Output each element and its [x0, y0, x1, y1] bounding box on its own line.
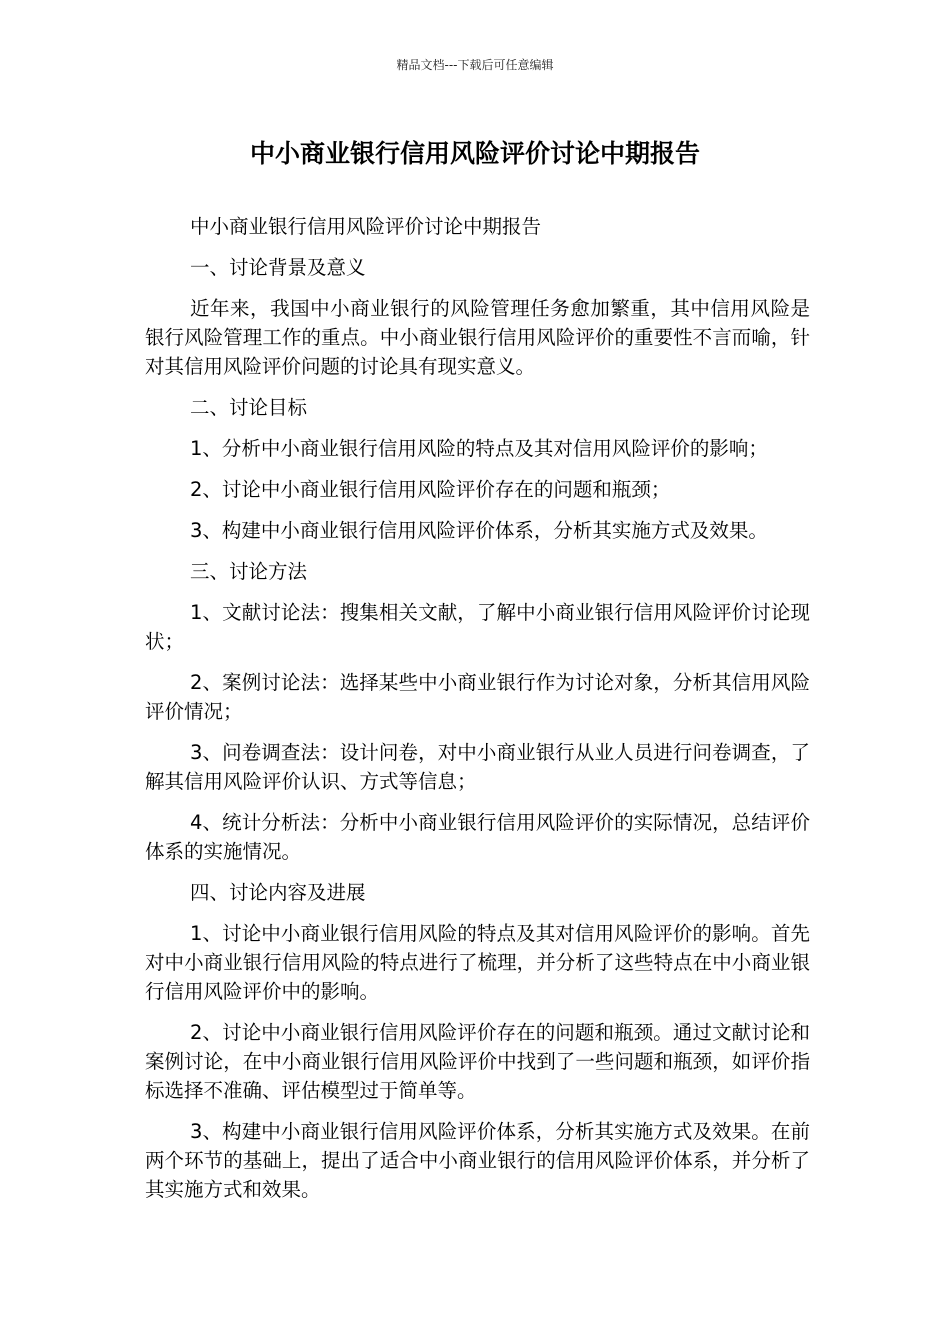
section-heading-background: 一、讨论背景及意义: [190, 256, 366, 279]
paragraph-method-3: 3、问卷调查法：设计问卷，对中小商业银行从业人员进行问卷调查，了解其信用风险评价认识、方式等信息；: [145, 741, 810, 793]
paragraph-progress-2: 2、讨论中小商业银行信用风险评价存在的问题和瓶颈。通过文献讨论和案例讨论，在中小商业银行信用风险评价中找到了一些问题和瓶颈，如评价指标选择不准确、评估模型过于简单等。: [145, 1021, 810, 1102]
section-heading-progress: 四、讨论内容及进展: [190, 881, 366, 904]
paragraph-goal-3: 3、构建中小商业银行信用风险评价体系，分析其实施方式及效果。: [190, 519, 768, 542]
paragraph-subtitle: 中小商业银行信用风险评价讨论中期报告: [190, 215, 542, 238]
paragraph-progress-1: 1、讨论中小商业银行信用风险的特点及其对信用风险评价的影响。首先对中小商业银行信用风险的特点进行了梳理，并分析了这些特点在中小商业银行信用风险评价中的影响。: [145, 922, 810, 1003]
section-heading-goals: 二、讨论目标: [190, 396, 308, 419]
paragraph-method-2: 2、案例讨论法：选择某些中小商业银行作为讨论对象，分析其信用风险评价情况；: [145, 671, 810, 723]
document-body: [145, 212, 810, 1216]
paragraph-background: 近年来，我国中小商业银行的风险管理任务愈加繁重，其中信用风险是银行风险管理工作的重点。中小商业银行信用风险评价的重要性不言而喻，针对其信用风险评价问题的讨论具有现实意义。: [145, 297, 810, 378]
document-title: 中小商业银行信用风险评价讨论中期报告: [249, 139, 700, 168]
paragraph-progress-3: 3、构建中小商业银行信用风险评价体系，分析其实施方式及效果。在前两个环节的基础上，提出了适合中小商业银行的信用风险评价体系，并分析了其实施方式和效果。: [145, 1120, 810, 1201]
paragraph-method-4: 4、统计分析法：分析中小商业银行信用风险评价的实际情况，总结评价体系的实施情况。: [145, 811, 810, 863]
header-note: 精品文档---下载后可任意编辑: [396, 58, 554, 72]
paragraph-method-1: 1、文献讨论法：搜集相关文献，了解中小商业银行信用风险评价讨论现状；: [145, 601, 810, 653]
section-heading-methods: 三、讨论方法: [190, 560, 308, 583]
paragraph-goal-1: 1、分析中小商业银行信用风险的特点及其对信用风险评价的影响；: [190, 437, 768, 460]
paragraph-goal-2: 2、讨论中小商业银行信用风险评价存在的问题和瓶颈；: [190, 478, 671, 501]
